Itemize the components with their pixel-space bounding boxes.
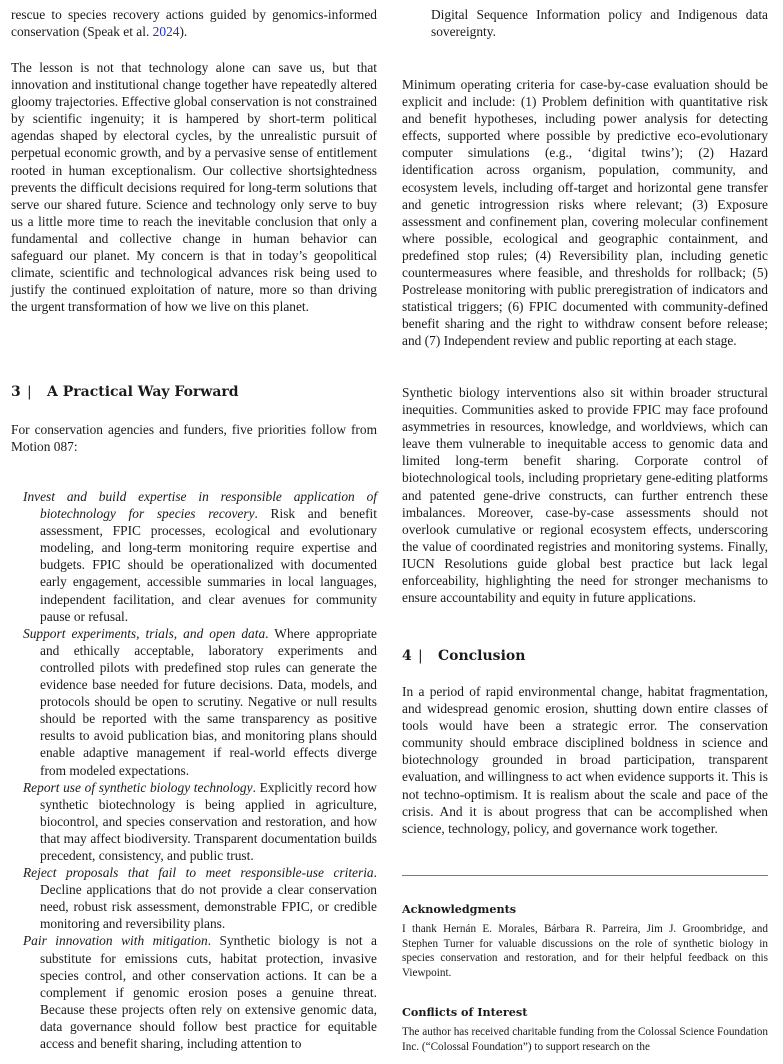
section-separator: | [27, 384, 32, 400]
priority-item [11, 625, 377, 779]
citation-link[interactable]: 2024 [152, 24, 180, 40]
priority-lead: Invest and build expertise in responsible application of biotechnology for species recovery [23, 489, 377, 522]
priority-body: . Explicitly record how synthetic biotechnology is being applied in agriculture, biocontrol, and species conservation and restoration, and how that may affect biodiversity. Transparent documentation builds precedent, consistency, and public trust. [40, 779, 377, 863]
priority-item [11, 779, 377, 864]
lesson-paragraph: The lesson is not that technology alone can save us, but that innovation and institutional change together have repeatedly altered gloomy trajectories. Effective global conservation is not constrained by scientific ingenuity; it is hampered by short-term political agendas shaped by electoral cycles, by the unrealistic pursuit of perpetual economic growth, and by a pervasive sense of entitlement rooted in human exceptionalism. Our collective shortsightedness prevents the difficult decisions required for long-term solutions that serve our shared future. Science and technology only serve to buy us a little more time to reach the inevitable conclusion that only a fundamental and collective change in human behavior can safeguard our planet. My concern is that in today’s geopolitical climate, scientific and technological advances risk being used to justify the continued exploitation of nature, more so than driving the urgent transformation of how we live on this planet. [11, 60, 377, 315]
section-divider [402, 875, 768, 876]
inequities-paragraph: Synthetic biology interventions also sit within broader structural inequities. Communities asked to provide FPIC may face profound asymmetries in resources, knowledge, and worldviews, which can leave them vulnerable to inequitable access to genomic data and limited long-term benefit sharing. Corporate control of biotechnological tools, including proprietary gene-editing platforms and patented gene-drive constructs, can further entrench these imbalances. Moreover, case-by-case assessments should not overlook cumulative or regional ecosystem effects, underscoring the value of coordinated registries and monitoring systems. Finally, IUCN Resolutions guide global best practice but lack legal enforceability, highlighting the need for stronger mechanisms to ensure accountability and equity in future applications. [402, 385, 768, 606]
priority-lead: Reject proposals that fail to meet responsible-use criteria [23, 865, 374, 881]
priority-item [11, 932, 377, 1052]
intro-fragment: rescue to species recovery actions guided by genomics-informed conservation (Speak et al. 2024). [11, 7, 377, 40]
section-title: Conclusion [438, 648, 526, 664]
priority-lead: Pair innovation with mitigation [23, 933, 208, 949]
list-continuation: Digital Sequence Information policy and Indigenous data sovereignty. [431, 7, 768, 40]
section-4-heading [402, 648, 525, 664]
section-separator: | [418, 648, 423, 664]
section-3-intro: For conservation agencies and funders, five priorities follow from Motion 087: [11, 422, 377, 455]
priority-lead: Report use of synthetic biology technology [23, 779, 253, 795]
conflicts-body: The author has received charitable funding from the Colossal Science Foundation Inc. (“Colossal Foundation”) to support research on the [402, 1026, 768, 1053]
acknowledgments-body: I thank Hernán E. Morales, Bárbara R. Parreira, Jim J. Groombridge, and Stephen Turner for valuable discussions on the role of synthetic biology in species conservation and restoration, and for their helpful feedback on this Viewpoint. [402, 923, 768, 979]
section-3-heading [11, 384, 239, 400]
criteria-paragraph: Minimum operating criteria for case-by-case evaluation should be explicit and include: (1) Problem definition with quantitative risk and benefit hypotheses, including power analysis for detecting effects, supported where possible by predictive eco-evolutionary computer simulations (e.g., ‘digital twins’); (2) Hazard identification across organism, population, community, and ecosystem levels, including off-target and horizontal gene transfer and genetic introgression risks where relevant; (3) Exposure assessment and confinement plan, covering molecular confinement where possible, ecological and geographic containment, and predefined stop rules; (4) Reversibility plan, including genetic countermeasures where feasible, and thresholds for rollback; (5) Postrelease monitoring with public preregistration of indicators and statistical triggers; (6) FPIC documented with community-defined benefit sharing and the right to withdraw consent before release; and (7) Independent review and public reporting at each stage. [402, 77, 768, 349]
priority-body: . Decline applications that do not provide a clear conservation need, robust risk assessment, demonstrable FPIC, or credible monitoring and reversibility plans. [40, 865, 377, 932]
acknowledgments-heading: Acknowledgments [402, 902, 517, 916]
conclusion-paragraph: In a period of rapid environmental change, habitat fragmentation, and widespread genomic erosion, shutting down entire classes of tools would have been a strategic error. The conservation community should embrace disciplined boldness in science and biotechnology grounded in broad participation, transparent evaluation, and willingness to act when evidence supports it. This is not techno-optimism. It is realism about the scale and pace of the crisis. And it is about progress that can be accomplished when science, technology, policy, and governance work together. [402, 684, 768, 836]
priorities-list [11, 488, 377, 1052]
priority-item [11, 488, 377, 625]
section-number: 4 [402, 648, 412, 664]
section-number: 3 [11, 384, 21, 400]
priority-item [11, 864, 377, 932]
conflicts-heading: Conflicts of Interest [402, 1005, 528, 1019]
priority-lead: Support experiments, trials, and open data [23, 625, 266, 641]
priority-body: . Risk and benefit assessment, FPIC processes, ecological and evolutionary modeling, and long-term monitoring require expertise and budgets. FPIC should be operationalized with documented early engagement, accessible summaries in local languages, independent facilitation, and clear avenues for community pause or refusal. [40, 506, 377, 624]
priority-body: . Where appropriate and ethically acceptable, laboratory experiments and controlled pilots with predefined stop rules can generate the evidence base needed for future decisions. Data, models, and protocols should be open to scrutiny. Negative or null results should be reported with the same transparency as positive results to avoid publication bias, and monitoring plans should enable adaptive management if real-world effects diverge from modeled expectations. [40, 625, 377, 778]
section-title: A Practical Way Forward [47, 384, 239, 400]
priority-body: . Synthetic biology is not a substitute for emissions cuts, habitat protection, invasive species control, and other conservation actions. It can be a complement if genomic erosion poses a genuine threat. Because these projects often rely on extensive genomic data, data governance should follow best practice for equitable access and benefit sharing, including attention to [40, 933, 377, 1051]
